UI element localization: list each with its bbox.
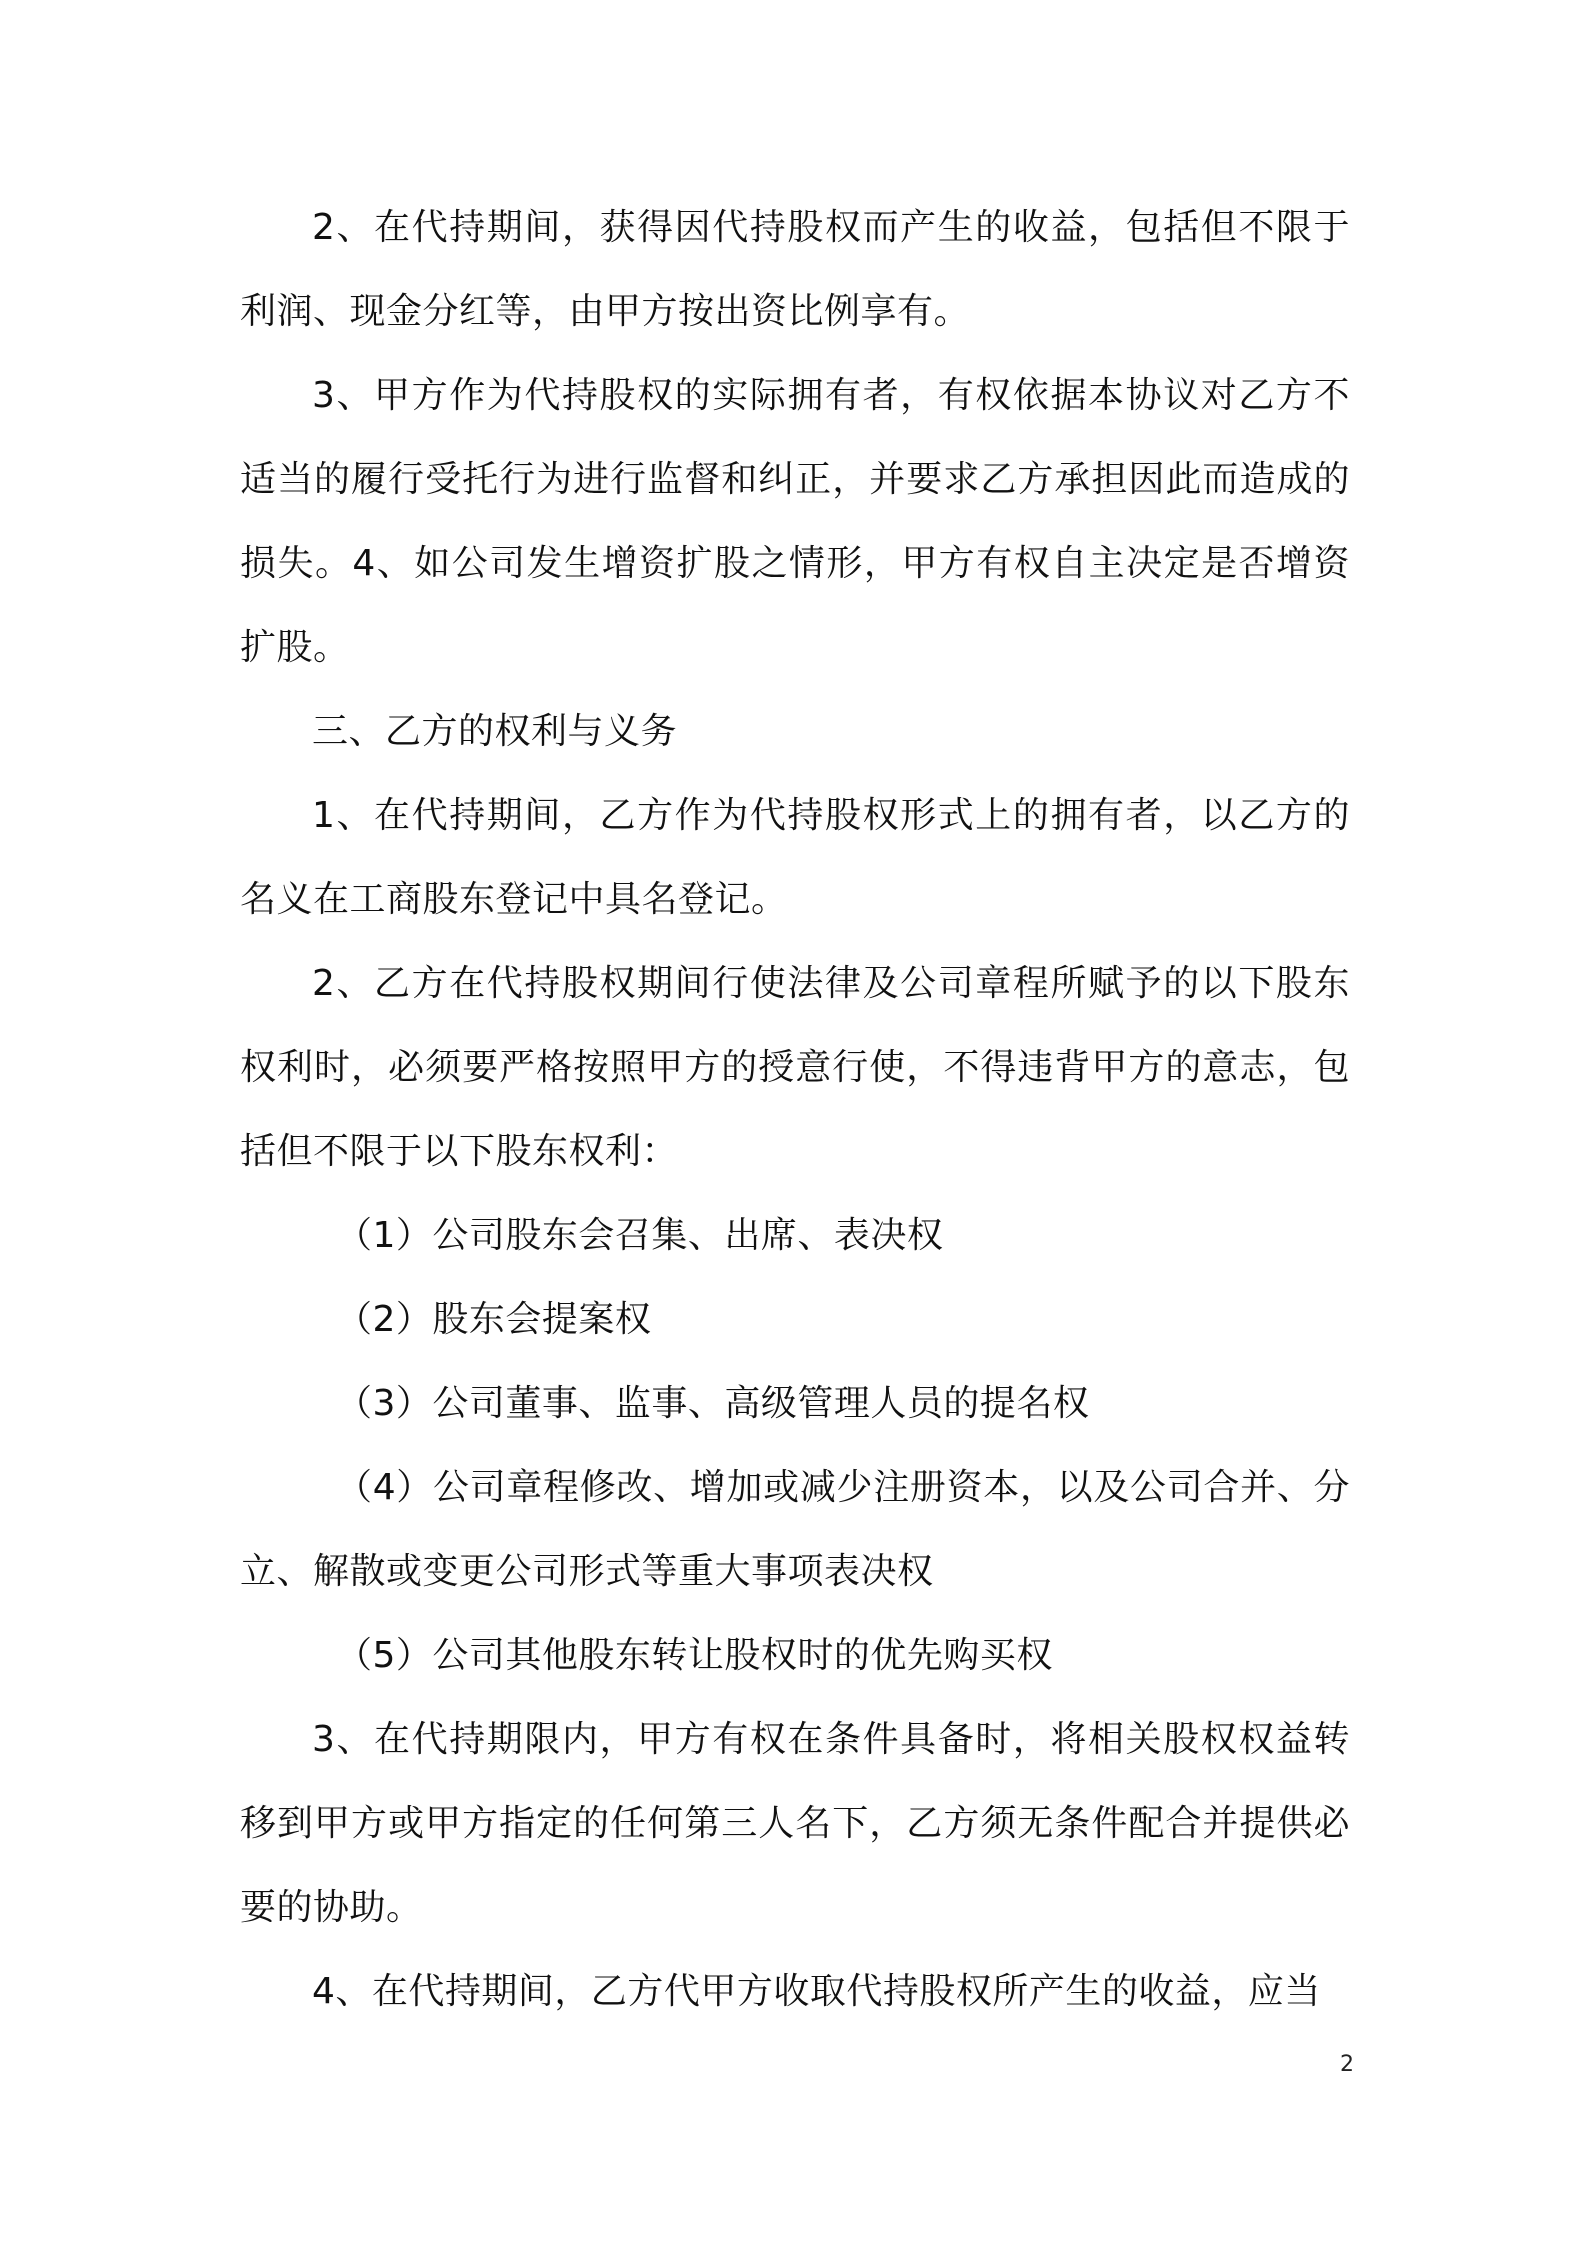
document-body bbox=[240, 186, 1350, 2034]
section-heading-3: 三、乙方的权利与义务 bbox=[312, 711, 678, 752]
paragraph-3-1: 1、在代持期间，乙方作为代持股权形式上的拥有者，以乙方的名义在工商股东登记中具名登记。 bbox=[240, 795, 1350, 920]
paragraph-2-1-3: 3、甲方作为代持股权的实际拥有者，有权依据本协议对乙方不适当的履行受托行为进行监督和纠正，并要求乙方承担因此而造成的损失。4、如公司发生增资扩股之情形，甲方有权自主决定是否增资扩股。 bbox=[240, 375, 1350, 668]
paragraph-3-3: 3、在代持期限内，甲方有权在条件具备时，将相关股权权益转移到甲方或甲方指定的任何第三人名下，乙方须无条件配合并提供必要的协助。 bbox=[240, 1719, 1350, 1928]
page-number: 2 bbox=[1340, 2052, 1354, 2077]
list-item-4: （4）公司章程修改、增加或减少注册资本，以及公司合并、分立、解散或变更公司形式等重大事项表决权 bbox=[240, 1467, 1350, 1592]
list-item-1: （1）公司股东会召集、出席、表决权 bbox=[336, 1215, 944, 1256]
list-item-3: （3）公司董事、监事、高级管理人员的提名权 bbox=[336, 1383, 1090, 1424]
list-item-5: （5）公司其他股东转让股权时的优先购买权 bbox=[336, 1635, 1053, 1676]
list-item-2: （2）股东会提案权 bbox=[336, 1299, 652, 1340]
paragraph-3-2: 2、乙方在代持股权期间行使法律及公司章程所赋予的以下股东权利时，必须要严格按照甲方的授意行使，不得违背甲方的意志，包括但不限于以下股东权利： bbox=[240, 963, 1350, 1172]
paragraph-3-4: 4、在代持期间，乙方代甲方收取代持股权所产生的收益，应当 bbox=[312, 1971, 1321, 2012]
paragraph-2-1-2: 2、在代持期间，获得因代持股权而产生的收益，包括但不限于利润、现金分红等，由甲方按出资比例享有。 bbox=[240, 207, 1350, 332]
